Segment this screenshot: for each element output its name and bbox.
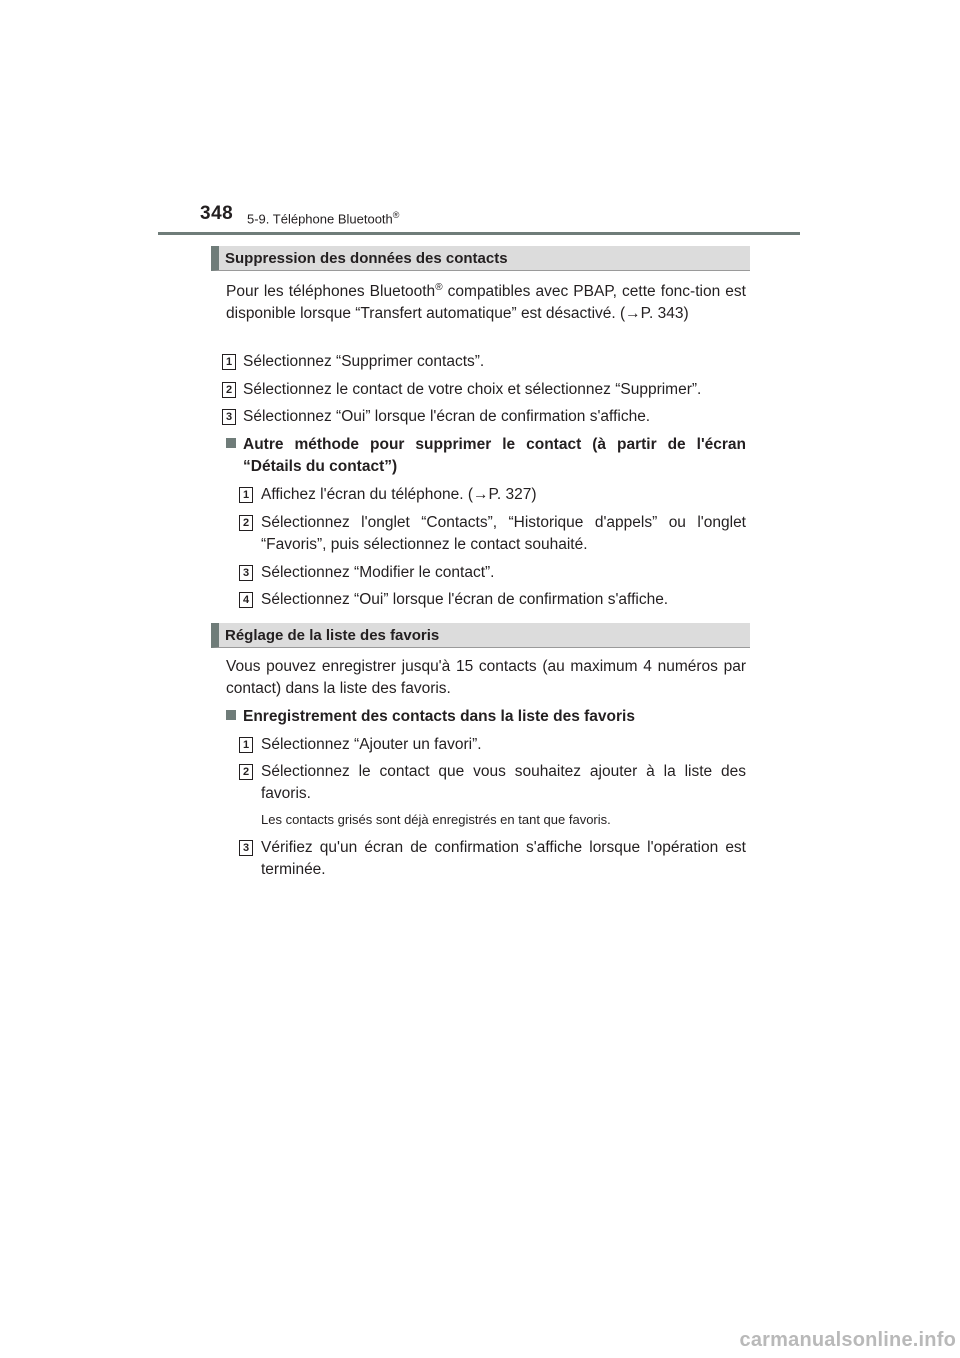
- registered-mark: ®: [435, 281, 443, 293]
- page-header: [200, 201, 800, 233]
- page-number: 348: [200, 203, 234, 224]
- chapter-title-text: 5-9. Téléphone Bluetooth: [247, 211, 393, 227]
- intro-text-cont: compatibles avec PBAP, cette fonc-tion est disponible lorsque “Transfert automatique” est désactivé. (→P. 343): [226, 283, 746, 322]
- step-number: 1: [239, 737, 253, 753]
- step-number: 1: [239, 487, 253, 503]
- step-number: 4: [239, 592, 253, 608]
- section-heading-delete-contacts: [211, 246, 750, 271]
- watermark: carmanualsonline.info: [739, 1329, 956, 1351]
- section-intro: [226, 281, 746, 325]
- step-text: Sélectionnez le contact que vous souhaitez ajouter à la liste des favoris.: [261, 763, 746, 802]
- step-text: Vérifiez qu'un écran de confirmation s'affiche lorsque l'opération est terminée.: [261, 839, 746, 878]
- step-number: 2: [239, 515, 253, 531]
- step-number: 1: [222, 354, 236, 370]
- section-title: Réglage de la liste des favoris: [225, 627, 440, 644]
- note-text: Les contacts grisés sont déjà enregistrés en tant que favoris.: [261, 812, 611, 827]
- chapter-title: [247, 210, 399, 226]
- step-text: Sélectionnez “Oui” lorsque l'écran de confirmation s'affiche.: [261, 591, 669, 608]
- bullet-square-icon: [226, 438, 236, 448]
- step-text: Sélectionnez “Ajouter un favori”.: [261, 736, 482, 753]
- step-text: Sélectionnez “Modifier le contact”.: [261, 564, 495, 581]
- section-heading-favorites: [211, 623, 750, 648]
- sub-heading: Enregistrement des contacts dans la liste des favoris: [243, 708, 635, 725]
- step-number: 3: [239, 840, 253, 856]
- step-text: Affichez l'écran du téléphone. (→P. 327): [261, 486, 537, 503]
- registered-mark: ®: [392, 210, 400, 220]
- header-rule: [158, 232, 800, 235]
- step-text: Sélectionnez “Supprimer contacts”.: [243, 353, 485, 370]
- step-text: Sélectionnez le contact de votre choix et sélectionnez “Supprimer”.: [243, 381, 702, 398]
- section-title: Suppression des données des contacts: [225, 250, 508, 267]
- section-intro: Vous pouvez enregistrer jusqu'à 15 contacts (au maximum 4 numéros par contact) dans la liste des favoris.: [226, 658, 746, 697]
- step-text: Sélectionnez “Oui” lorsque l'écran de confirmation s'affiche.: [243, 408, 651, 425]
- bullet-square-icon: [226, 710, 236, 720]
- step-number: 2: [239, 764, 253, 780]
- step-text: Sélectionnez l'onglet “Contacts”, “Historique d'appels” ou l'onglet “Favoris”, puis sélectionnez le contact souhaité.: [261, 514, 746, 553]
- intro-text: Pour les téléphones Bluetooth: [226, 283, 436, 300]
- step-number: 2: [222, 382, 236, 398]
- step-number: 3: [222, 409, 236, 425]
- sub-heading: Autre méthode pour supprimer le contact (à partir de l'écran “Détails du contact”): [243, 436, 746, 475]
- step-number: 3: [239, 565, 253, 581]
